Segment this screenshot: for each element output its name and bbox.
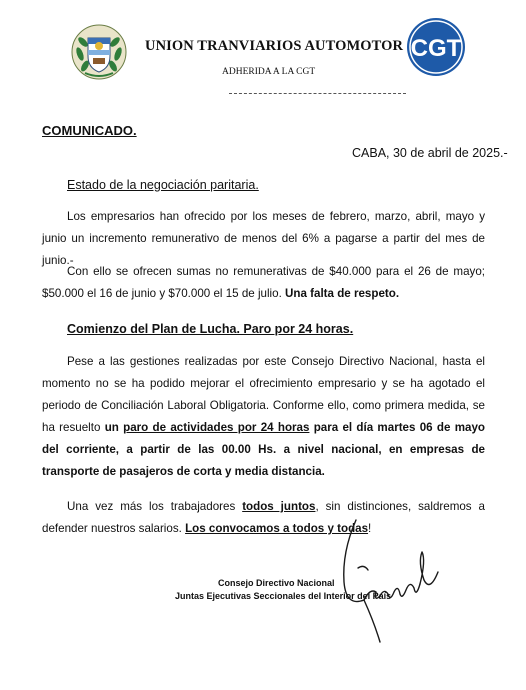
signature-line-council: Consejo Directivo Nacional — [218, 578, 335, 588]
paragraph-call-bold-underline-a: todos juntos — [242, 500, 316, 513]
handwritten-signature-icon — [334, 512, 444, 647]
paragraph-call-text-b: , sin distinciones, saldremos a defender nuestros salarios. — [42, 500, 485, 535]
paragraph-non-remunerative — [42, 261, 485, 305]
cgt-logo-text: CGT — [410, 35, 462, 62]
section-title-negotiation: Estado de la negociación paritaria. — [67, 178, 259, 192]
paragraph-non-remunerative-text: Con ello se ofrecen sumas no remunerativas de $40.000 para el 26 de mayo; $50.000 el 16 de junio y $70.000 el 15 de julio. — [42, 265, 485, 300]
paragraph-call-bold-underline-b: Los convocamos a todos y todas — [185, 522, 369, 535]
paragraph-non-remunerative-bold: Una falta de respeto. — [285, 287, 400, 300]
header-divider — [229, 93, 406, 94]
organization-title: UNION TRANVIARIOS AUTOMOTOR — [145, 38, 404, 54]
paragraph-call-text-a: Una vez más los trabajadores — [67, 500, 243, 513]
signature-line-juntas: Juntas Ejecutivas Seccionales del Interior del País — [175, 591, 392, 601]
paragraph-strike-text: Pese a las gestiones realizadas por este Consejo Directivo Nacional, hasta el momento no se ha podido mejorar el ofrecimiento empresario y se ha agotado el periodo de Conciliación Laboral Obligatoria. Conforme ello, como primera medida, se ha resuelto — [42, 355, 485, 434]
paragraph-strike — [42, 351, 485, 483]
uta-emblem-icon — [71, 24, 127, 80]
cgt-logo-icon — [406, 17, 466, 77]
paragraph-strike-bold-underline: paro de actividades por 24 horas — [123, 421, 310, 434]
paragraph-strike-bold-a: un — [104, 421, 124, 434]
paragraph-strike-bold-b: para el día martes 06 de mayo del corriente, a partir de las 00.00 Hs. a nivel nacional, en empresas de transporte de pasajeros de corta y media distancia. — [42, 421, 485, 478]
organization-subtitle: ADHERIDA A LA CGT — [222, 67, 316, 77]
document-heading: COMUNICADO. — [42, 123, 137, 138]
document-date: CABA, 30 de abril de 2025.- — [352, 146, 508, 160]
paragraph-offer: Los empresarios han ofrecido por los meses de febrero, marzo, abril, mayo y junio un incremento remunerativo de menos del 6% a pagarse a partir del mes de junio.- — [42, 210, 485, 267]
paragraph-call-end: ! — [368, 522, 372, 535]
section-title-strike-plan: Comienzo del Plan de Lucha. Paro por 24 horas. — [67, 322, 354, 336]
